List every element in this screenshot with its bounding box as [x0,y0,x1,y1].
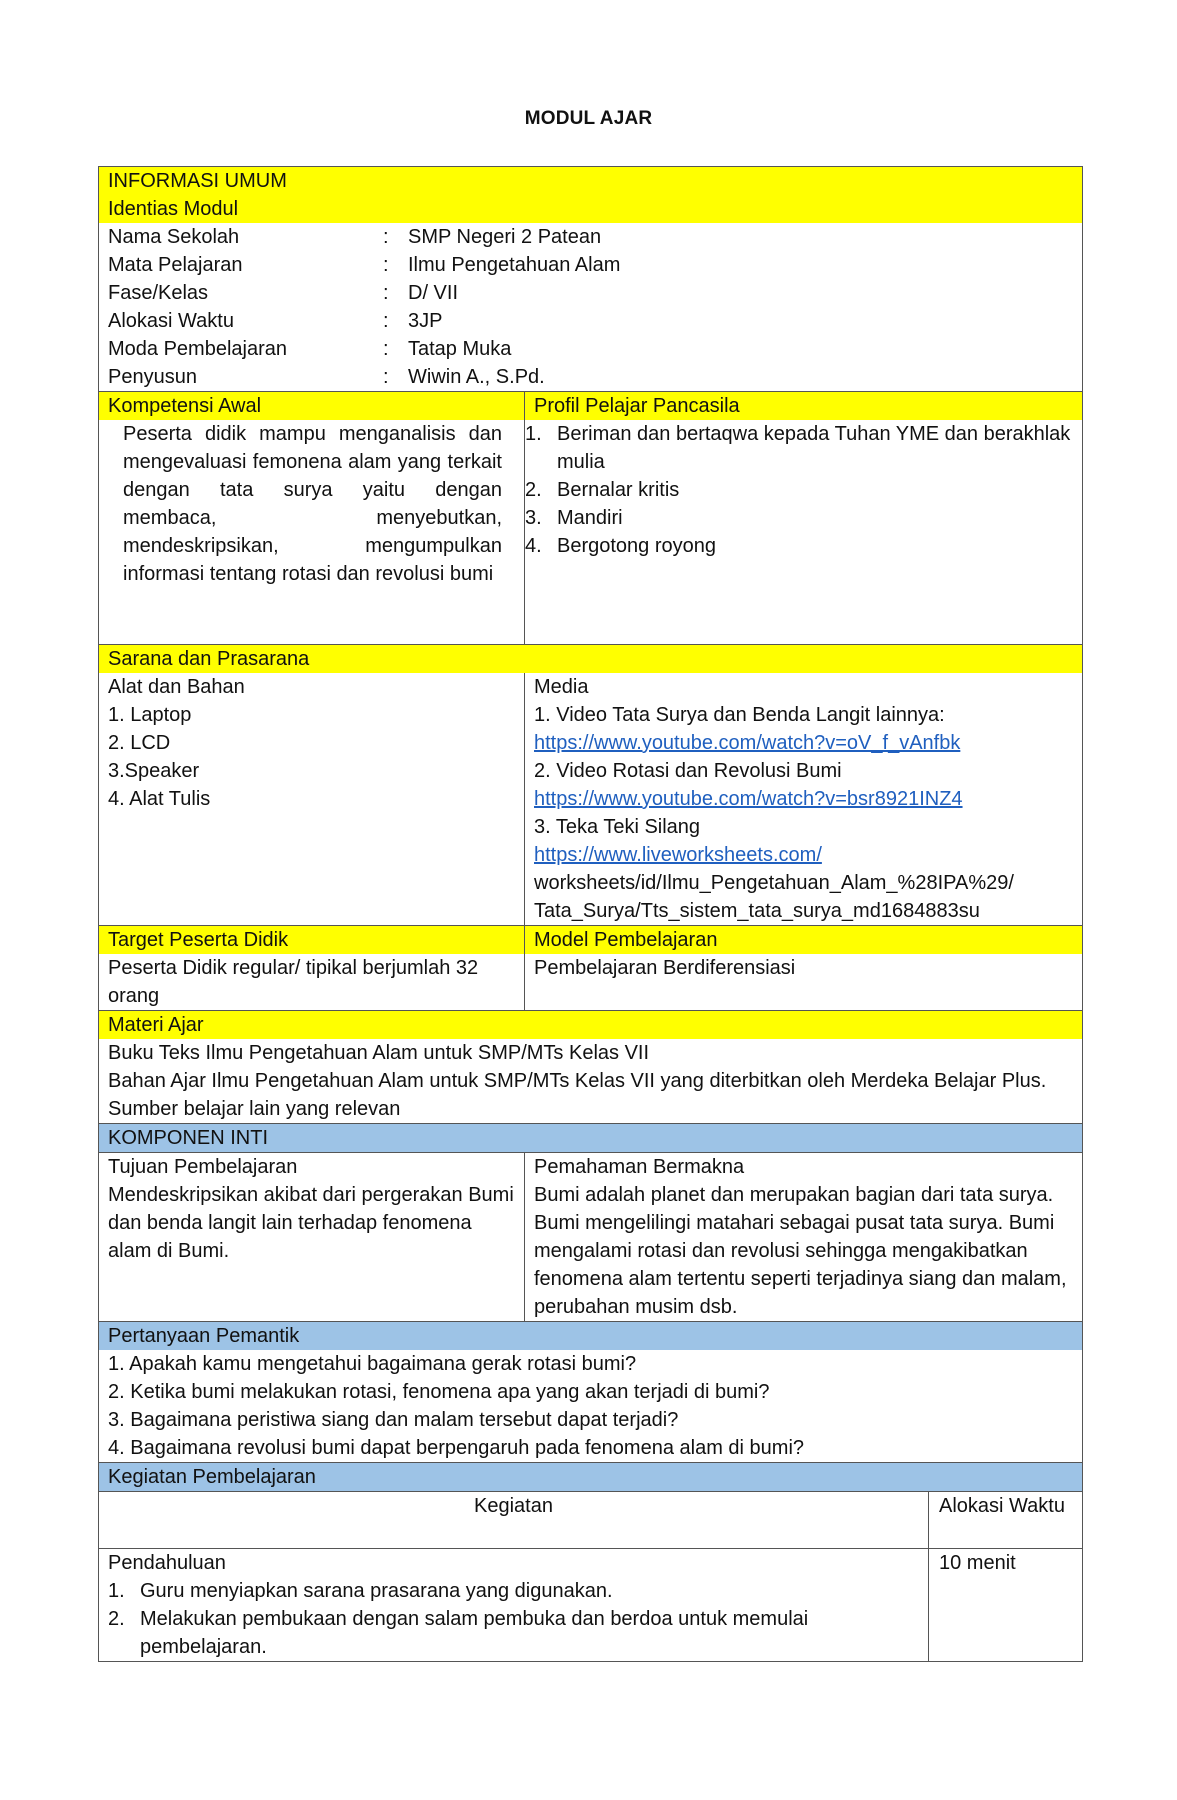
media-label: 2. Video Rotasi dan Revolusi Bumi [534,760,842,782]
tujuan-title: Tujuan Pembelajaran [108,1156,298,1178]
tujuan-cell [99,1153,525,1321]
pertanyaan-heading: Pertanyaan Pemantik [99,1322,1082,1350]
phase-title: Pendahuluan [108,1552,226,1574]
komponen-heading: KOMPONEN INTI [99,1123,1082,1152]
sarana-body [99,673,1082,925]
media-label: 3. Teka Teki Silang [534,816,701,838]
info-field [99,363,1082,391]
field-sep: : [383,226,389,248]
list-item: 2. Ketika bumi melakukan rotasi, fenomena apa yang akan terjadi di bumi? [108,1381,770,1403]
media-path: worksheets/id/Ilmu_Pengetahuan_Alam_%28IPA%29/ [534,872,1014,894]
field-sep: : [383,282,389,304]
profil-heading: Profil Pelajar Pancasila [525,392,1082,420]
info-fields [99,223,1082,391]
info-subheading: Identias Modul [99,195,1082,223]
media-link[interactable]: https://www.liveworksheets.com/ [534,844,822,866]
pemahaman-cell [525,1153,1082,1321]
materi-heading: Materi Ajar [99,1011,1082,1039]
pemahaman-text: Bumi adalah planet dan merupakan bagian dari tata surya. Bumi mengelilingi matahari sebagai pusat tata surya. Bumi mengalami rotasi dan revolusi sehingga mengakibatkan fenomena alam tertentu seperti terjadinya siang dan malam, perubahan musim dsb. [534,1184,1067,1318]
field-label: Penyusun [108,366,197,388]
model-text: Pembelajaran Berdiferensiasi [534,957,796,979]
info-section [99,167,1082,391]
field-label: Mata Pelajaran [108,254,243,276]
kegiatan-time: 10 menit [939,1552,1016,1574]
info-field [99,335,1082,363]
info-field [99,223,1082,251]
materi-line: Bahan Ajar Ilmu Pengetahuan Alam untuk SMP/MTs Kelas VII yang diterbitkan oleh Merdeka Belajar Plus. [108,1070,1047,1092]
tujuan-text: Mendeskripsikan akibat dari pergerakan Bumi dan benda langit lain terhadap fenomena alam di Bumi. [108,1184,514,1262]
list-item: 1. Laptop [108,704,192,726]
media-link[interactable]: https://www.youtube.com/watch?v=oV_f_vAnfbk [534,732,961,754]
sarana-heading: Sarana dan Prasarana [99,645,1082,673]
col-time: Alokasi Waktu [939,1495,1065,1517]
field-sep: : [383,254,389,276]
profil-cell [525,392,1082,644]
field-value: D/ VII [408,282,459,304]
col-activity: Kegiatan [99,1492,929,1548]
info-heading: INFORMASI UMUM [99,167,1082,195]
target-text: Peserta Didik regular/ tipikal berjumlah 32 orang [108,957,479,1007]
alat-cell [99,673,525,925]
media-path: Tata_Surya/Tts_sistem_tata_surya_md1684883su [534,900,980,922]
kegiatan-activity [99,1549,929,1661]
media-link[interactable]: https://www.youtube.com/watch?v=bsr8921INZ4 [534,788,963,810]
list-item: 1. Guru menyiapkan sarana prasarana yang digunakan. [108,1580,613,1602]
target-heading: Target Peserta Didik [99,926,524,954]
materi-line: Buku Teks Ilmu Pengetahuan Alam untuk SMP/MTs Kelas VII [108,1042,650,1064]
list-item: 1. Beriman dan bertaqwa kepada Tuhan YME dan berakhlak mulia [525,423,1071,473]
kompetensi-profil-section [99,391,1082,644]
model-heading: Model Pembelajaran [525,926,1082,954]
field-sep: : [383,366,389,388]
materi-section [99,1010,1082,1123]
info-field [99,307,1082,335]
list-item: 2. Melakukan pembukaan dengan salam pembuka dan berdoa untuk memulai pembelajaran. [108,1608,809,1658]
media-cell [525,673,1082,925]
field-value: Wiwin A., S.Pd. [408,366,545,388]
kompetensi-text: Peserta didik mampu menganalisis dan mengevaluasi femonena alam yang terkait dengan tata surya yaitu dengan membaca, menyebutkan, mendeskripsikan, mengumpulkan informasi tentang rotasi dan revolusi bumi [123,423,502,585]
list-item: 2. Bernalar kritis [525,479,680,501]
field-sep: : [383,310,389,332]
kompetensi-cell [99,392,525,644]
field-label: Fase/Kelas [108,282,209,304]
pemahaman-title: Pemahaman Bermakna [534,1156,745,1178]
field-value: Ilmu Pengetahuan Alam [408,254,621,276]
list-item: 4. Alat Tulis [108,788,211,810]
list-item: 3. Mandiri [525,507,623,529]
target-cell [99,926,525,1010]
field-value: SMP Negeri 2 Patean [408,226,602,248]
profil-list [525,420,1082,560]
field-label: Alokasi Waktu [108,310,234,332]
list-item: 1. Apakah kamu mengetahui bagaimana gerak rotasi bumi? [108,1353,637,1375]
field-value: 3JP [408,310,443,332]
field-sep: : [383,338,389,360]
model-cell [525,926,1082,1010]
info-field [99,251,1082,279]
kegiatan-heading: Kegiatan Pembelajaran [99,1462,1082,1491]
media-label: 1. Video Tata Surya dan Benda Langit lainnya: [534,704,945,726]
table-row [99,1548,1082,1661]
target-model-section [99,925,1082,1010]
alat-title: Alat dan Bahan [108,676,245,698]
sarana-section [99,644,1082,925]
media-title: Media [534,676,589,698]
tujuan-pemahaman-section [99,1152,1082,1321]
pertanyaan-section [99,1321,1082,1462]
list-item: 3.Speaker [108,760,200,782]
materi-line: Sumber belajar lain yang relevan [108,1098,401,1120]
page-title: MODUL AJAR [524,108,653,129]
field-value: Tatap Muka [408,338,512,360]
field-label: Nama Sekolah [108,226,240,248]
list-item: 2. LCD [108,732,171,754]
list-item: 4. Bagaimana revolusi bumi dapat berpengaruh pada fenomena alam di bumi? [108,1437,805,1459]
module-table [98,166,1083,1662]
kegiatan-header-row [99,1491,1082,1548]
kompetensi-heading: Kompetensi Awal [99,392,524,420]
info-field [99,279,1082,307]
steps-list [108,1577,919,1661]
list-item: 3. Bagaimana peristiwa siang dan malam tersebut dapat terjadi? [108,1409,679,1431]
field-label: Moda Pembelajaran [108,338,287,360]
list-item: 4. Bergotong royong [525,535,717,557]
